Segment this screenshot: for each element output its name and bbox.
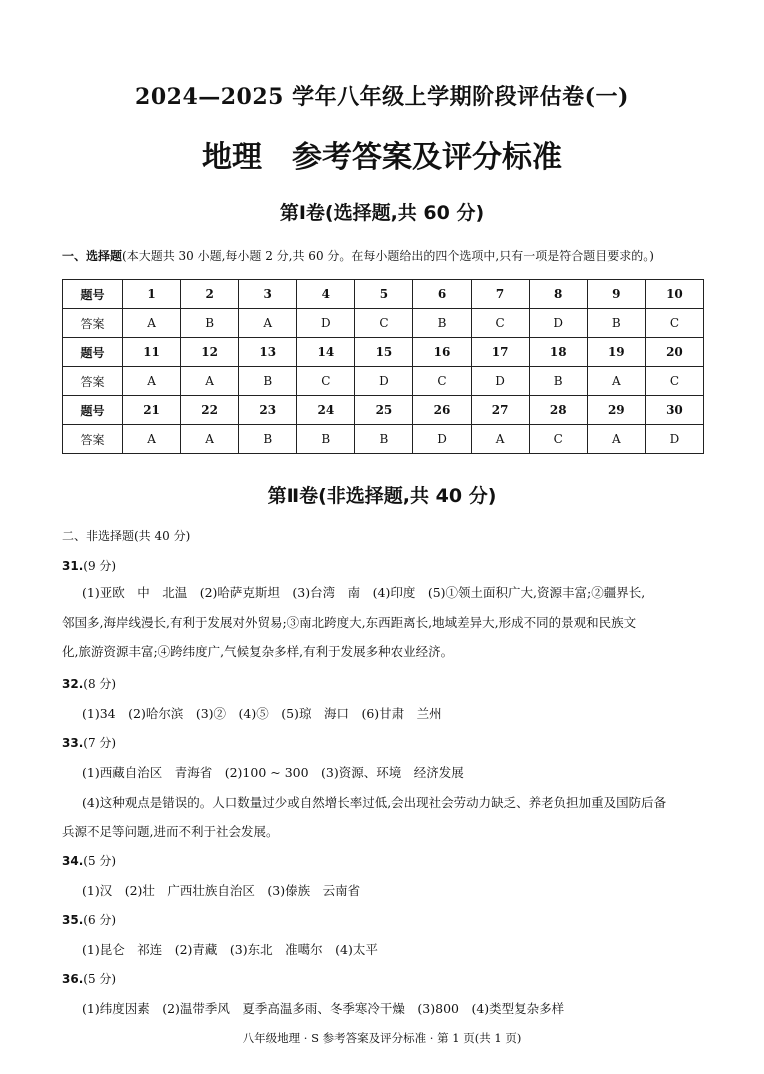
answer-cell: D bbox=[471, 367, 529, 396]
question-number-row bbox=[63, 396, 704, 425]
question-36-heading: 36.(5 分) bbox=[62, 972, 117, 986]
answer-cell: D bbox=[413, 425, 471, 454]
part2-label: 二、非选择题(共 40 分) bbox=[62, 529, 191, 543]
question-number-cell: 4 bbox=[297, 280, 355, 309]
question-number-cell: 1 bbox=[123, 280, 181, 309]
question-36-answer: (1)纬度因素 (2)温带季风 夏季高温多雨、冬季寒冷干燥 (3)800 (4)类型复杂多样 bbox=[82, 1001, 565, 1016]
question-number-cell: 13 bbox=[239, 338, 297, 367]
answer-row bbox=[63, 367, 704, 396]
document-subtitle bbox=[0, 132, 764, 176]
question-number-cell: 6 bbox=[413, 280, 471, 309]
question-33-heading: 33.(7 分) bbox=[62, 736, 117, 750]
answer-cell: A bbox=[239, 309, 297, 338]
answer-cell: C bbox=[645, 309, 703, 338]
question-number-cell: 30 bbox=[645, 396, 703, 425]
question-33-answer-line3: 兵源不足等问题,进而不利于社会发展。 bbox=[62, 824, 279, 839]
question-number-cell: 25 bbox=[355, 396, 413, 425]
question-number-cell: 18 bbox=[529, 338, 587, 367]
subject-label: 地理 bbox=[202, 140, 262, 175]
question-number-cell: 19 bbox=[587, 338, 645, 367]
question-32-heading: 32.(8 分) bbox=[62, 677, 117, 691]
answer-cell: A bbox=[123, 425, 181, 454]
answer-cell: D bbox=[645, 425, 703, 454]
question-number-row bbox=[63, 338, 704, 367]
answer-cell: A bbox=[123, 367, 181, 396]
answer-cell: D bbox=[297, 309, 355, 338]
question-32-answer: (1)34 (2)哈尔滨 (3)② (4)⑤ (5)琼 海口 (6)甘肃 兰州 bbox=[82, 706, 442, 721]
question-number-cell: 21 bbox=[123, 396, 181, 425]
answer-table bbox=[62, 279, 704, 454]
question-31-heading: 31.(9 分) bbox=[62, 559, 117, 573]
question-number-cell: 17 bbox=[471, 338, 529, 367]
question-number-cell: 24 bbox=[297, 396, 355, 425]
answer-cell: B bbox=[239, 425, 297, 454]
question-number-cell: 15 bbox=[355, 338, 413, 367]
answer-cell: A bbox=[181, 367, 239, 396]
answer-row bbox=[63, 425, 704, 454]
part1-heading: 第Ⅰ卷(选择题,共 60 分) bbox=[279, 202, 485, 224]
exam-title: 2024—2025 学年八年级上学期阶段评估卷(一) bbox=[135, 84, 629, 110]
question-number-cell: 22 bbox=[181, 396, 239, 425]
answer-cell: C bbox=[413, 367, 471, 396]
answer-cell: C bbox=[529, 425, 587, 454]
question-number-cell: 10 bbox=[645, 280, 703, 309]
question-number-cell: 16 bbox=[413, 338, 471, 367]
question-34-answer: (1)汉 (2)壮 广西壮族自治区 (3)傣族 云南省 bbox=[82, 883, 361, 898]
answer-cell: A bbox=[471, 425, 529, 454]
question-number-cell: 14 bbox=[297, 338, 355, 367]
page-footer: 八年级地理 · S 参考答案及评分标准 · 第 1 页(共 1 页) bbox=[242, 1031, 522, 1045]
question-number-cell: 8 bbox=[529, 280, 587, 309]
answer-cell: B bbox=[297, 425, 355, 454]
row-label-answer: 答案 bbox=[63, 367, 123, 396]
question-number-cell: 2 bbox=[181, 280, 239, 309]
question-number-cell: 7 bbox=[471, 280, 529, 309]
answer-cell: B bbox=[529, 367, 587, 396]
answer-cell: A bbox=[587, 367, 645, 396]
question-number-cell: 28 bbox=[529, 396, 587, 425]
question-33-answer-line1: (1)西藏自治区 青海省 (2)100 ~ 300 (3)资源、环境 经济发展 bbox=[82, 765, 464, 780]
question-number-cell: 20 bbox=[645, 338, 703, 367]
part1-intro-text: (本大题共 30 小题,每小题 2 分,共 60 分。在每小题给出的四个选项中,只有一项是符合题目要求的。) bbox=[122, 249, 654, 263]
answer-row bbox=[63, 309, 704, 338]
row-label-question-number: 题号 bbox=[63, 338, 123, 367]
question-34-heading: 34.(5 分) bbox=[62, 854, 117, 868]
question-31-answer: (1)亚欧 中 北温 (2)哈萨克斯坦 (3)台湾 南 (4)印度 (5)①领土面积广大,资源丰富;②疆界长, 邻国多,海岸线漫长,有利于发展对外贸易;③南北跨度大,东西距离长,地域差异大,形成不同的景观和民族文 化,旅游资源丰富;④跨纬度广,气候复杂多样,有利于发展多种农业经济。 bbox=[62, 585, 646, 659]
row-label-question-number: 题号 bbox=[63, 396, 123, 425]
question-number-cell: 29 bbox=[587, 396, 645, 425]
question-number-cell: 9 bbox=[587, 280, 645, 309]
answer-key-label: 参考答案及评分标准 bbox=[292, 140, 562, 175]
question-number-cell: 12 bbox=[181, 338, 239, 367]
answer-cell: C bbox=[471, 309, 529, 338]
answer-cell: D bbox=[355, 367, 413, 396]
answer-cell: A bbox=[123, 309, 181, 338]
question-33-answer-line2: (4)这种观点是错误的。人口数量过少或自然增长率过低,会出现社会劳动力缺乏、养老负担加重及国防后备 bbox=[82, 795, 667, 810]
answer-cell: D bbox=[529, 309, 587, 338]
row-label-answer: 答案 bbox=[63, 425, 123, 454]
answer-cell: A bbox=[181, 425, 239, 454]
question-number-cell: 5 bbox=[355, 280, 413, 309]
row-label-question-number: 题号 bbox=[63, 280, 123, 309]
question-number-cell: 26 bbox=[413, 396, 471, 425]
answer-cell: B bbox=[239, 367, 297, 396]
question-number-cell: 11 bbox=[123, 338, 181, 367]
question-35-heading: 35.(6 分) bbox=[62, 913, 117, 927]
part1-intro bbox=[62, 247, 712, 264]
question-number-cell: 23 bbox=[239, 396, 297, 425]
row-label-answer: 答案 bbox=[63, 309, 123, 338]
answer-cell: A bbox=[587, 425, 645, 454]
question-35-answer: (1)昆仑 祁连 (2)青藏 (3)东北 准噶尔 (4)太平 bbox=[82, 942, 378, 957]
question-number-row bbox=[63, 280, 704, 309]
question-number-cell: 27 bbox=[471, 396, 529, 425]
answer-cell: B bbox=[587, 309, 645, 338]
answer-cell: B bbox=[181, 309, 239, 338]
answer-cell: C bbox=[297, 367, 355, 396]
answer-cell: C bbox=[645, 367, 703, 396]
answer-cell: B bbox=[355, 425, 413, 454]
answer-cell: C bbox=[355, 309, 413, 338]
part1-intro-label: 一、选择题 bbox=[62, 249, 123, 263]
part2-heading: 第Ⅱ卷(非选择题,共 40 分) bbox=[267, 485, 497, 507]
question-number-cell: 3 bbox=[239, 280, 297, 309]
answer-cell: B bbox=[413, 309, 471, 338]
